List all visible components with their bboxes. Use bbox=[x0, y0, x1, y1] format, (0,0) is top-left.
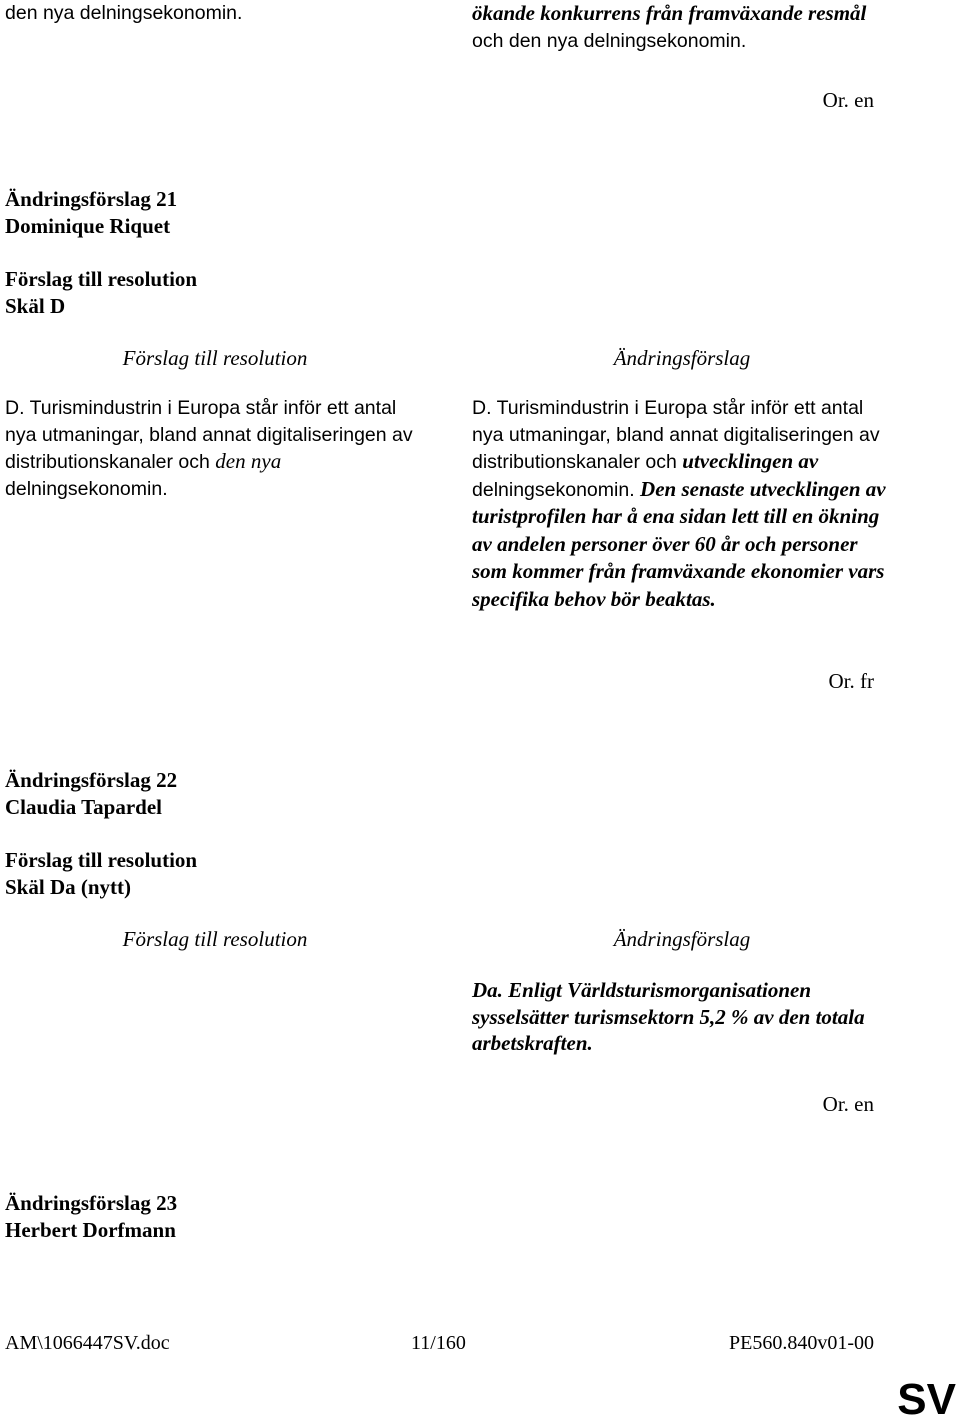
prev-right-emphasis: ökande konkurrens från framväxande resmål bbox=[472, 1, 867, 25]
amendment-22-doc: Förslag till resolution bbox=[5, 848, 198, 872]
amendment-21-right-emphasis-2: Den senaste utvecklingen av turistprofilen har å ena sidan lett till en ökning av andelen personer över 60 år och personer som kommer från framväxande ekonomier vars specifika behov bör beaktas. bbox=[472, 476, 886, 611]
original-language-1: Or. en bbox=[822, 88, 874, 112]
footer-pe-ref: PE560.840v01-00 bbox=[729, 1332, 874, 1354]
amendment-21-doc: Förslag till resolution bbox=[5, 267, 198, 291]
original-language-3: Or. en bbox=[822, 1092, 874, 1116]
amendment-21-title: Ändringsförslag 21 bbox=[5, 187, 178, 211]
amendment-21-right-b: delningsekonomin. bbox=[472, 478, 641, 501]
amendment-21-left-text bbox=[5, 395, 425, 502]
amendment-22-col-left-heading: Förslag till resolution bbox=[122, 927, 308, 951]
language-code: SV bbox=[897, 1375, 956, 1424]
footer-page-number: 11/160 bbox=[411, 1332, 466, 1354]
amendment-22-right-text: Da. Enligt Världsturismorganisationen sysselsätter turismsektorn 5,2 % av den totala arbetskraften. bbox=[472, 978, 865, 1055]
prev-right-text bbox=[472, 0, 892, 54]
amendment-21-col-left-heading: Förslag till resolution bbox=[122, 346, 308, 370]
amendment-23-title: Ändringsförslag 23 bbox=[5, 1191, 178, 1215]
amendment-21-right-a: D. Turismindustrin i Europa står inför ett antal nya utmaningar, bland annat digitaliseringen av distributionskanaler och bbox=[472, 397, 880, 473]
amendment-21-left-a: D. Turismindustrin i Europa står inför ett antal nya utmaningar, bland annat digitaliseringen av distributionskanaler och bbox=[5, 397, 413, 473]
amendment-21-col-right-heading: Ändringsförslag bbox=[613, 346, 751, 370]
amendment-22-author: Claudia Tapardel bbox=[5, 795, 162, 819]
footer-doc-ref: AM\1066447SV.doc bbox=[5, 1332, 170, 1354]
prev-left-text: den nya delningsekonomin. bbox=[5, 2, 243, 24]
amendment-21-left-b: delningsekonomin. bbox=[5, 477, 168, 500]
amendment-21-section: Skäl D bbox=[5, 294, 66, 318]
amendment-22-title: Ändringsförslag 22 bbox=[5, 768, 178, 792]
original-language-2: Or. fr bbox=[828, 669, 874, 693]
prev-right-rest: och den nya delningsekonomin. bbox=[472, 29, 747, 52]
amendment-23-author: Herbert Dorfmann bbox=[5, 1218, 176, 1242]
amendment-21-left-italic: den nya bbox=[215, 449, 282, 473]
amendment-22-col-right-heading: Ändringsförslag bbox=[613, 927, 751, 951]
amendment-21-right-emphasis-1: utvecklingen av bbox=[682, 449, 819, 473]
amendment-21-author: Dominique Riquet bbox=[5, 214, 171, 238]
amendment-21-right-text bbox=[472, 395, 892, 613]
amendment-22-section: Skäl Da (nytt) bbox=[5, 875, 132, 899]
